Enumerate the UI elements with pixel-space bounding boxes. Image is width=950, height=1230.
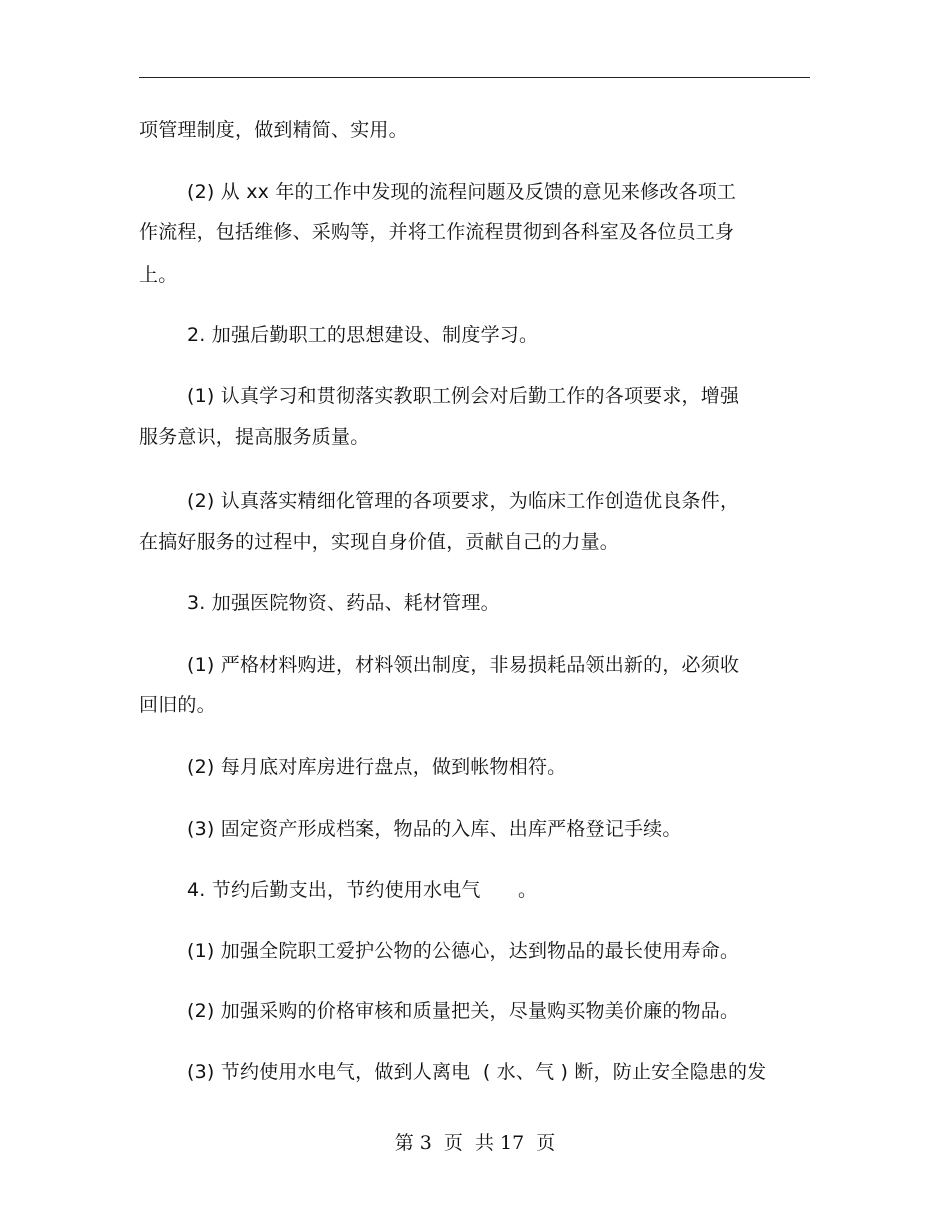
text-line: (1) 认真学习和贯彻落实教职工例会对后勤工作的各项要求，增强 — [187, 385, 740, 407]
text-line: 2. 加强后勤职工的思想建设、制度学习。 — [187, 324, 539, 346]
text-line: (1) 严格材料购进，材料领出制度，非易损耗品领出新的，必须收 — [187, 654, 740, 676]
text-line: 服务意识，提高服务质量。 — [139, 426, 370, 448]
page-number: 第 3 页 共 17 页 — [394, 1132, 556, 1154]
text-line: (2) 每月底对库房进行盘点，做到帐物相符。 — [187, 756, 567, 778]
header-rule — [139, 77, 810, 78]
text-line: (2) 从 xx 年的工作中发现的流程问题及反馈的意见来修改各项工 — [187, 181, 737, 203]
text-line: (3) 节约使用水电气，做到人离电 ( 水、气 ) 断，防止安全隐患的发 — [187, 1061, 767, 1083]
text-line: 3. 加强医院物资、药品、耗材管理。 — [187, 592, 500, 614]
text-line: 回旧的。 — [139, 694, 216, 716]
text-line: (2) 加强采购的价格审核和质量把关，尽量购买物美价廉的物品。 — [187, 1000, 740, 1022]
text-line: 作流程，包括维修、采购等，并将工作流程贯彻到各科室及各位员工身 — [139, 221, 735, 243]
text-line: (1) 加强全院职工爱护公物的公德心，达到物品的最长使用寿命。 — [187, 940, 740, 962]
text-line: (2) 认真落实精细化管理的各项要求，为临床工作创造优良条件， — [187, 490, 740, 512]
text-line: 4. 节约后勤支出，节约使用水电气 。 — [187, 879, 538, 901]
text-line: (3) 固定资产形成档案，物品的入库、出库严格登记手续。 — [187, 818, 682, 840]
text-line: 项管理制度，做到精简、实用。 — [139, 119, 408, 141]
text-line: 上。 — [139, 264, 178, 286]
text-line: 在搞好服务的过程中，实现自身价值，贡献自己的力量。 — [139, 531, 620, 553]
